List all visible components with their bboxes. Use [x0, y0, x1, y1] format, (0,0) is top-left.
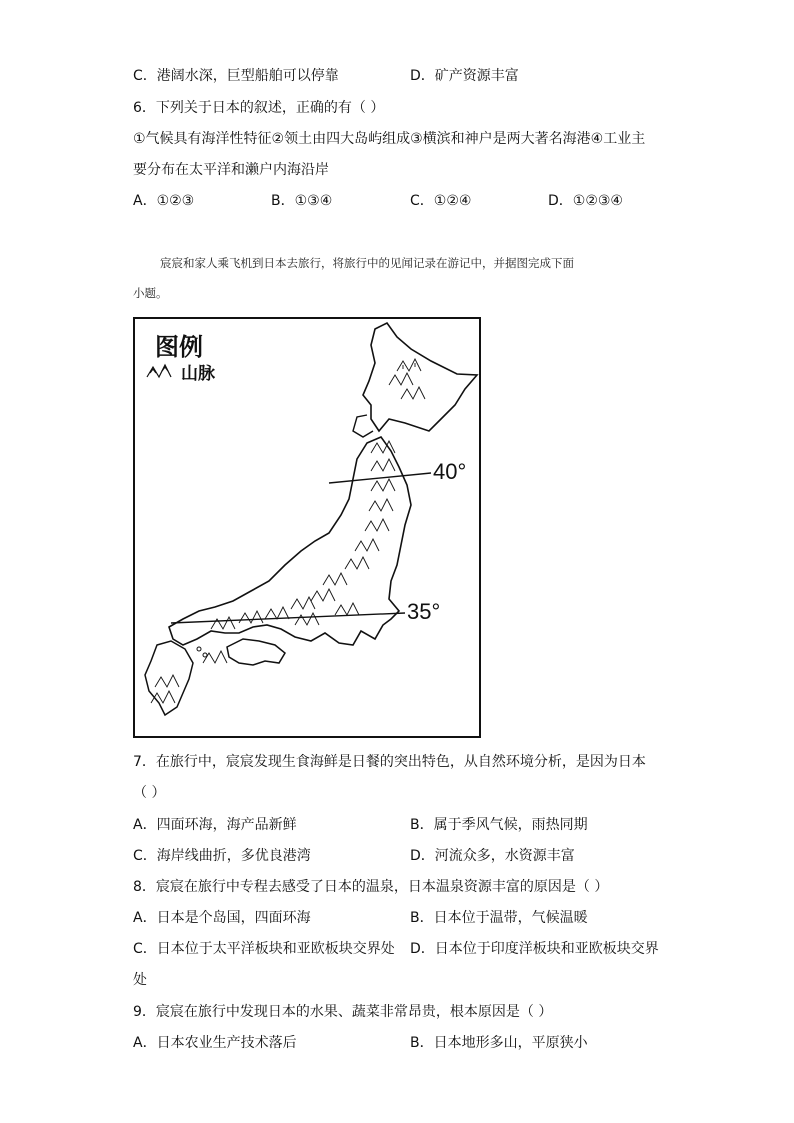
q6-option-a: A．①②③ [133, 193, 195, 209]
q7-option-b: B．属于季风气候，雨热同期 [410, 817, 588, 833]
q7-stem-bracket: （ ） [133, 785, 166, 801]
q7-option-c: C．海岸线曲折，多优良港湾 [133, 848, 311, 864]
legend-mountain-icon [147, 365, 171, 377]
q7-stem: 7．在旅行中，宸宸发现生食海鲜是日餐的突出特色，从自然环境分析，是因为日本 [133, 754, 646, 770]
q8-stem: 8．宸宸在旅行中专程去感受了日本的温泉，日本温泉资源丰富的原因是（ ） [133, 879, 609, 895]
q6-statements-line2: 要分布在太平洋和濑户内海沿岸 [133, 162, 329, 178]
q5-option-d: D．矿产资源丰富 [410, 68, 519, 84]
intro-line1: 宸宸和家人乘飞机到日本去旅行，将旅行中的见闻记录在游记中，并据图完成下面 [160, 256, 574, 270]
q9-option-a: A．日本农业生产技术落后 [133, 1035, 297, 1051]
latitude-40-line [329, 473, 431, 483]
q6-option-d: D．①②③④ [548, 193, 623, 209]
legend-mountain-label: 山脉 [181, 364, 215, 384]
kyushu-island [145, 641, 193, 715]
q8-option-b: B．日本位于温带，气候温暖 [410, 910, 588, 926]
q8-option-d-wrap: 处 [133, 972, 147, 988]
q8-option-a: A．日本是个岛国，四面环海 [133, 910, 311, 926]
q6-option-c: C．①②④ [410, 193, 472, 209]
q5-option-c: C．港阔水深，巨型船舶可以停靠 [133, 68, 339, 84]
legend-title: 图例 [155, 333, 203, 361]
q8-option-c: C．日本位于太平洋板块和亚欧板块交界处 [133, 941, 395, 957]
shikoku-island [227, 639, 285, 665]
q6-statements-line1: ①气候具有海洋性特征②领土由四大岛屿组成③横滨和神户是两大著名海港④工业主 [133, 131, 646, 147]
q6-stem: 6．下列关于日本的叙述，正确的有（ ） [133, 100, 385, 116]
latitude-40-label: 40° [433, 459, 467, 484]
mountain-symbols [151, 359, 425, 703]
q8-option-d: D．日本位于印度洋板块和亚欧板块交界 [410, 941, 659, 957]
japan-map [133, 317, 481, 738]
q9-option-b: B．日本地形多山，平原狭小 [410, 1035, 588, 1051]
q7-option-a: A．四面环海，海产品新鲜 [133, 817, 297, 833]
hokkaido-island [363, 323, 477, 431]
intro-line2: 小题。 [133, 286, 168, 300]
q6-option-b: B．①③④ [271, 193, 333, 209]
latitude-35-label: 35° [407, 599, 441, 624]
q9-stem: 9．宸宸在旅行中发现日本的水果、蔬菜非常昂贵，根本原因是（ ） [133, 1004, 553, 1020]
q7-option-d: D．河流众多，水资源丰富 [410, 848, 575, 864]
